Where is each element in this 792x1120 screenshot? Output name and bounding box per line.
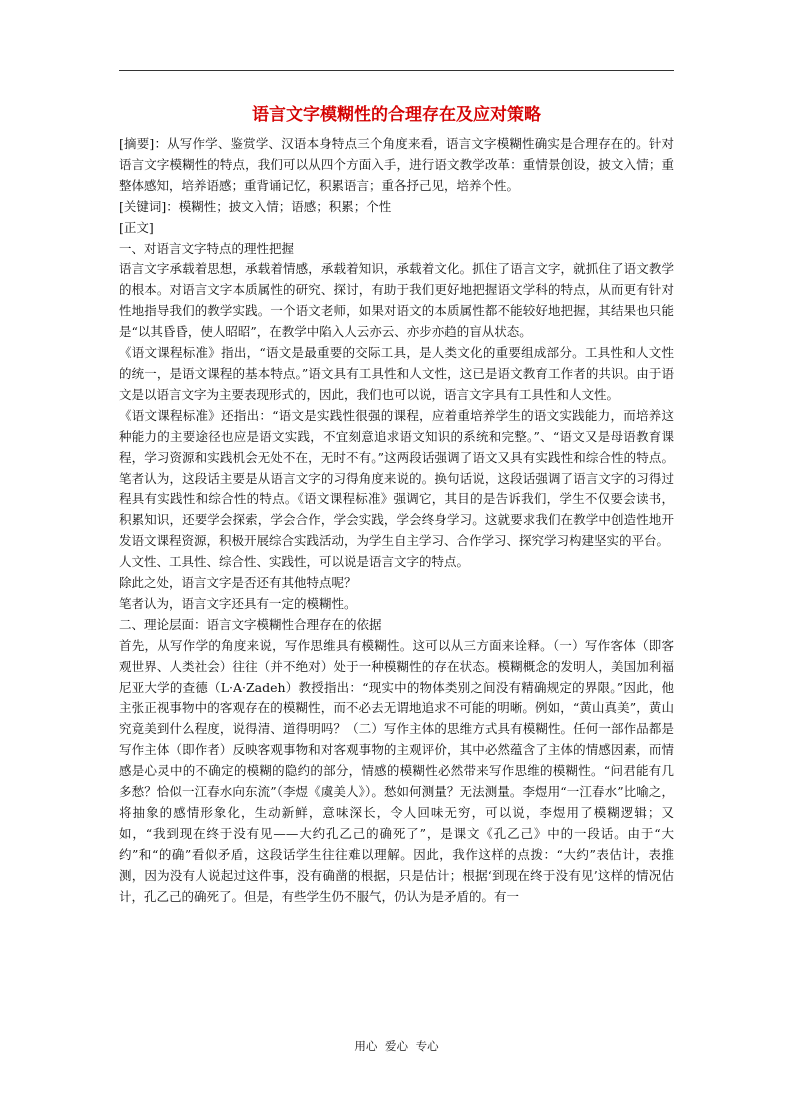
body-label: [正文]: [119, 219, 154, 235]
abstract-paragraph: [摘要]：从写作学、鉴赏学、汉语本身特点三个角度来看，语言文字模糊性确实是合理存在的。针对语言文字模糊性的特点，我们可以从四个方面入手，进行语文教学改革：重情景创设，披文入情；重整体感知，培养语感；重背诵记忆，积累语言；重各抒己见，培养个性。: [119, 136, 674, 193]
article-title: 语言文字模糊性的合理存在及应对策略: [252, 105, 541, 125]
header-rule: [119, 70, 674, 71]
body-paragraph: 《语文课程标准》指出，“语文是最重要的交际工具，是人类文化的重要组成部分。工具性和人文性的统一，是语文课程的基本特点。”语文具有工具性和人文性，这已是语文教育工作者的共识。由于语文是以语言文字为主要表现形式的，因此，我们也可以说，语言文字具有工具性和人文性。: [119, 345, 674, 402]
body-paragraph: 笔者认为，语言文字还具有一定的模糊性。: [119, 595, 357, 611]
body-paragraph: 语言文字承载着思想，承载着情感，承载着知识，承载着文化。抓住了语言文字，就抓住了语文教学的根本。对语言文字本质属性的研究、探讨，有助于我们更好地把握语文学科的特点，从而更有针对性地指导我们的教学实践。一个语文老师，如果对语文的本质属性都不能较好地把握，其结果也只能是“以其昏昏，使人昭昭”，在教学中陷入人云亦云、亦步亦趋的盲从状态。: [119, 261, 674, 340]
article-body: [119, 134, 674, 908]
keywords-line: [关键词]：模糊性；披文入情；语感；积累；个性: [119, 198, 392, 214]
body-paragraph: 《语文课程标准》还指出：“语文是实践性很强的课程，应着重培养学生的语文实践能力，而培养这种能力的主要途径也应是语文实践，不宜刻意追求语文知识的系统和完整。”、“语文又是母语教育课程，学习资源和实践机会无处不在，无时不有。”这两段话强调了语文又具有实践性和综合性的特点。笔者认为，这段话主要是从语言文字的习得角度来说的。换句话说，这段话强调了语言文字的习得过程具有实践性和综合性的特点。《语文课程标准》强调它，其目的是告诉我们，学生不仅要会读书，积累知识，还要学会探索，学会合作，学会实践，学会终身学习。这就要求我们在教学中创造性地开发语文课程资源，积极开展综合实践活动，为学生自主学习、合作学习、探究学习构建坚实的平台。: [119, 407, 674, 549]
body-paragraph: 除此之处，语言文字是否还有其他特点呢？: [119, 575, 357, 591]
page-footer: 用心 爱心 专心: [354, 1039, 439, 1053]
section-heading-1: 一、对语言文字特点的理性把握: [119, 240, 295, 256]
body-paragraph: 人文性、工具性、综合性、实践性，可以说是语言文字的特点。: [119, 554, 470, 570]
section-heading-2: 二、理论层面：语言文字模糊性合理存在的依据: [119, 616, 382, 632]
body-paragraph: 首先，从写作学的角度来说，写作思维具有模糊性。这可以从三方面来诠释。（一）写作客体（即客观世界、人类社会）往往（并不绝对）处于一种模糊性的存在状态。模糊概念的发明人，美国加利福尼亚大学的查德（L·A·Zadeh）教授指出：“现实中的物体类别之间没有精确规定的界限。”因此，他主张正视事物中的客观存在的模糊性，而不必去无谓地追求不可能的明晰。例如，“黄山真美”，黄山究竟美到什么程度，说得清、道得明吗？（二）写作主体的思维方式具有模糊性。任何一部作品都是写作主体（即作者）反映客观事物和对客观事物的主观评价，其中必然蕴含了主体的情感因素，而情感是心灵中的不确定的模糊的隐约的部分，情感的模糊性必然带来写作思维的模糊性。“问君能有几多愁？恰似一江春水向东流”（李煜《虞美人》）。愁如何测量？无法测量。李煜用“一江春水”比喻之，将抽象的感情形象化，生动新鲜，意味深长，令人回味无穷，可以说，李煜用了模糊逻辑；又如，“我到现在终于没有见——大约孔乙己的确死了”，是课文《孔乙己》中的一段话。由于“大约”和“的确”看似矛盾，这段话学生往往难以理解。因此，我作这样的点拨：“大约”表估计，表推测，因为没有人说起过这件事，没有确凿的根据，只是估计；根据‘到现在终于没有见’这样的情况估计，孔乙己的确死了。但是，有些学生仍不服气，仍认为是矛盾的。有一: [119, 637, 674, 904]
